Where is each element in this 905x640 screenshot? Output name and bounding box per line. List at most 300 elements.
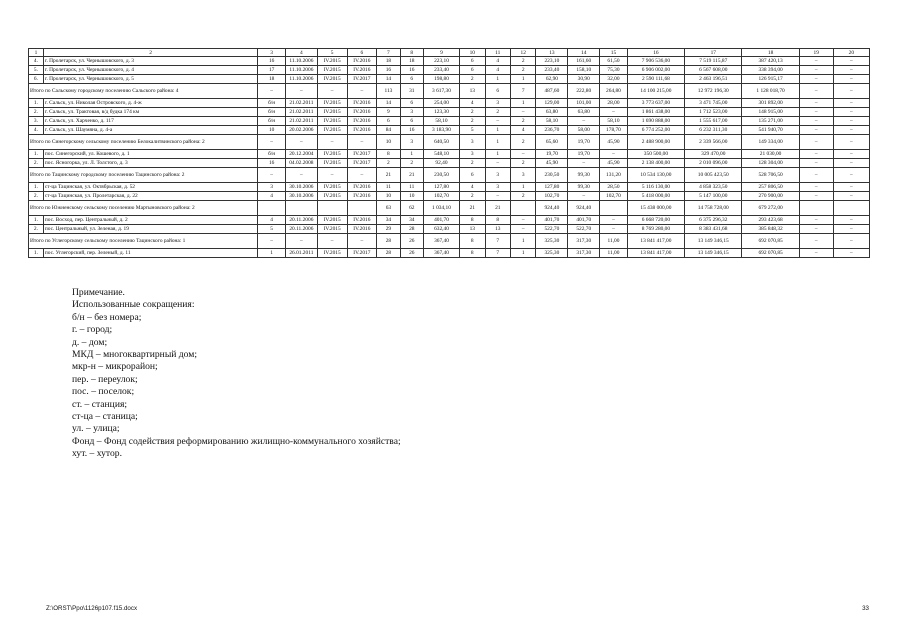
table-cell: 148 915,00: [742, 108, 799, 117]
table-cell: 2: [511, 66, 536, 75]
table-cell: 6: [460, 168, 485, 183]
table-cell: 198,80: [423, 75, 459, 84]
table-cell: –: [799, 117, 833, 126]
table-cell: 2: [511, 159, 536, 168]
table-cell: 20.11.2006: [285, 225, 317, 234]
table-cell: 13 149 346,15: [685, 234, 742, 249]
table-cell: –: [799, 84, 833, 99]
table-cell: 58,10: [600, 117, 628, 126]
table-cell: 1 555 617,00: [685, 117, 742, 126]
column-number-header: 9: [423, 49, 459, 57]
table-cell: 6: [460, 57, 485, 66]
table-cell: 270 900,00: [742, 192, 799, 201]
table-cell: б/н: [258, 108, 286, 117]
table-cell: 223,10: [536, 57, 568, 66]
table-cell: 338 394,00: [742, 66, 799, 75]
table-cell: 401,70: [568, 216, 600, 225]
table-cell: –: [317, 135, 347, 150]
table-cell: 5: [460, 126, 485, 135]
table-cell: 6: [400, 117, 423, 126]
table-cell: –: [799, 57, 833, 66]
column-number-header: 16: [627, 49, 684, 57]
table-cell: 1: [400, 150, 423, 159]
table-cell: –: [600, 150, 628, 159]
table-cell: 4: [485, 57, 510, 66]
table-cell: 62,90: [536, 75, 568, 84]
table-cell: 7: [485, 249, 510, 258]
table-cell: 293 423,68: [742, 216, 799, 225]
table-cell: –: [568, 159, 600, 168]
table-cell: 158,10: [568, 66, 600, 75]
table-cell: 30,90: [568, 75, 600, 84]
table-cell: 223,10: [423, 57, 459, 66]
table-cell: –: [347, 168, 377, 183]
table-cell: 20.11.2006: [285, 216, 317, 225]
table-cell: Итого по Южненскому сельскому поселению Мартыновского района: 2: [29, 201, 258, 216]
table-cell: 11.10.2006: [285, 66, 317, 75]
table-cell: 63,80: [568, 108, 600, 117]
table-cell: [600, 201, 628, 216]
table-cell: пос. Восход, пер. Центральный, д. 2: [43, 216, 257, 225]
table-cell: 3: [400, 135, 423, 150]
table-cell: 7: [485, 234, 510, 249]
table-cell: –: [799, 99, 833, 108]
table-cell: 1: [511, 249, 536, 258]
table-cell: 3: [460, 135, 485, 150]
table-cell: 3: [485, 168, 510, 183]
table-cell: –: [799, 159, 833, 168]
table-cell: 102,70: [423, 192, 459, 201]
table-cell: 679 272,00: [742, 201, 799, 216]
table-cell: 13 841 417,00: [627, 249, 684, 258]
table-cell: 1: [511, 99, 536, 108]
table-cell: 325,30: [536, 234, 568, 249]
table-cell: 14 100 215,00: [627, 84, 684, 99]
footer-file-path: Z:\ORST\Ppo\1126p107.f15.docx: [46, 605, 138, 612]
table-cell: –: [833, 225, 869, 234]
table-cell: 230,50: [423, 168, 459, 183]
table-cell: 102,70: [600, 192, 628, 201]
table-cell: 26: [400, 234, 423, 249]
table-cell: 34: [377, 216, 400, 225]
table-cell: 1: [485, 135, 510, 150]
table-cell: 1: [485, 75, 510, 84]
table-cell: –: [799, 108, 833, 117]
table-cell: 2: [460, 192, 485, 201]
table-cell: 2: [377, 159, 400, 168]
table-cell: 75,30: [600, 66, 628, 75]
table-cell: 2: [460, 159, 485, 168]
table-cell: 12 972 196,30: [685, 84, 742, 99]
subtotal-row: [29, 135, 870, 150]
table-cell: 385 848,32: [742, 225, 799, 234]
table-cell: 5: [258, 225, 286, 234]
table-cell: 113: [377, 84, 400, 99]
table-cell: 10: [400, 192, 423, 201]
data-table: [28, 48, 870, 258]
table-cell: IV.2015: [317, 249, 347, 258]
table-cell: 28: [377, 249, 400, 258]
table-cell: 18: [377, 57, 400, 66]
table-cell: –: [799, 126, 833, 135]
table-cell: 257 806,50: [742, 183, 799, 192]
table-cell: IV.2015: [317, 159, 347, 168]
table-cell: 10 005 423,50: [685, 168, 742, 183]
table-cell: 6.: [29, 75, 44, 84]
table-row: [29, 159, 870, 168]
table-cell: –: [799, 66, 833, 75]
table-cell: –: [833, 168, 869, 183]
note-line: пос. – поселок;: [72, 386, 135, 398]
table-cell: –: [347, 234, 377, 249]
table-cell: –: [833, 66, 869, 75]
table-cell: 387 420,13: [742, 57, 799, 66]
table-cell: 29: [377, 225, 400, 234]
table-cell: 8: [377, 150, 400, 159]
table-cell: 123,30: [423, 108, 459, 117]
table-cell: 2: [511, 57, 536, 66]
note-line: ул. – улица;: [72, 423, 120, 435]
table-cell: –: [347, 135, 377, 150]
table-cell: 2: [485, 108, 510, 117]
table-cell: 45,90: [600, 159, 628, 168]
table-cell: 13 841 417,00: [627, 234, 684, 249]
table-cell: 317,30: [568, 249, 600, 258]
table-cell: 6 232 311,30: [685, 126, 742, 135]
table-cell: 11: [377, 183, 400, 192]
table-cell: 254,00: [423, 99, 459, 108]
table-cell: 19,70: [536, 150, 568, 159]
table-row: [29, 183, 870, 192]
table-cell: 329 470,00: [685, 150, 742, 159]
table-cell: IV.2017: [347, 75, 377, 84]
table-cell: 32,00: [600, 75, 628, 84]
table-cell: –: [833, 159, 869, 168]
table-cell: 28: [400, 225, 423, 234]
column-number-header: 2: [43, 49, 257, 57]
table-cell: –: [317, 234, 347, 249]
table-cell: 2 488 900,00: [627, 135, 684, 150]
note-line: ст-ца – станица;: [72, 411, 138, 423]
table-cell: IV.2015: [317, 225, 347, 234]
table-cell: г. Пролетарск, ул. Чернышовского, д. 3: [43, 57, 257, 66]
table-cell: 16: [258, 57, 286, 66]
table-cell: 58,10: [423, 117, 459, 126]
table-cell: пос. Центральный, ул. Зеленая, д. 19: [43, 225, 257, 234]
subtotal-row: [29, 168, 870, 183]
table-cell: 21: [377, 168, 400, 183]
table-cell: 8: [460, 216, 485, 225]
table-cell: 15 438 000,00: [627, 201, 684, 216]
subtotal-row: [29, 234, 870, 249]
column-number-header: 4: [285, 49, 317, 57]
table-row: [29, 108, 870, 117]
table-cell: 1 034,10: [423, 201, 459, 216]
table-cell: г. Сальск, ул. Трактовая, в/д будка 174 км: [43, 108, 257, 117]
table-cell: ст-ца Тацинская, ул. Пролетарская, д. 22: [43, 192, 257, 201]
table-cell: –: [285, 135, 317, 150]
table-cell: 4: [511, 126, 536, 135]
table-cell: пос. Углегорский, пер. Зеленый, д. 11: [43, 249, 257, 258]
table-cell: 21 030,00: [742, 150, 799, 159]
table-header-row: [29, 49, 870, 57]
table-cell: IV.2015: [317, 108, 347, 117]
note-line: Использованные сокращения:: [72, 299, 195, 311]
table-cell: –: [568, 117, 600, 126]
table-cell: г. Пролетарск, ул. Чернышовского, д. 4: [43, 66, 257, 75]
table-cell: 5.: [29, 66, 44, 75]
table-cell: IV.2016: [347, 57, 377, 66]
table-cell: Итого по Тацинскому городскому поселению Тацинского района: 2: [29, 168, 258, 183]
table-cell: 317,30: [568, 234, 600, 249]
note-line: мкр-н – микрорайон;: [72, 361, 158, 373]
table-cell: 30.10.2006: [285, 192, 317, 201]
table-cell: –: [799, 216, 833, 225]
table-cell: пос. Синегорский, ул. Кошевого, д. 1: [43, 150, 257, 159]
table-cell: 128 304,00: [742, 159, 799, 168]
table-cell: 2 590 111,68: [627, 75, 684, 84]
table-row: [29, 225, 870, 234]
table-cell: –: [285, 168, 317, 183]
table-cell: 4: [485, 66, 510, 75]
table-cell: 3: [258, 183, 286, 192]
table-cell: 4: [460, 183, 485, 192]
table-cell: –: [833, 135, 869, 150]
table-cell: 692 070,85: [742, 234, 799, 249]
table-cell: г. Сальск, ул. Харченко, д. 117: [43, 117, 257, 126]
table-cell: 30.10.2006: [285, 183, 317, 192]
table-cell: IV.2017: [347, 150, 377, 159]
table-cell: –: [258, 168, 286, 183]
table-cell: 2.: [29, 225, 44, 234]
table-cell: 367,40: [423, 249, 459, 258]
table-cell: 28: [377, 234, 400, 249]
table-cell: –: [833, 75, 869, 84]
table-row: [29, 57, 870, 66]
column-number-header: 19: [799, 49, 833, 57]
table-cell: 5 147 100,00: [685, 192, 742, 201]
table-cell: 6: [400, 99, 423, 108]
table-cell: –: [485, 117, 510, 126]
table-cell: –: [833, 192, 869, 201]
table-cell: 230,50: [536, 168, 568, 183]
column-number-header: 11: [485, 49, 510, 57]
table-cell: 2.: [29, 108, 44, 117]
table-cell: 20.02.2006: [285, 126, 317, 135]
table-cell: –: [347, 84, 377, 99]
table-cell: 1 712 523,00: [685, 108, 742, 117]
note-line: МКД – многоквартирный дом;: [72, 349, 198, 361]
table-cell: 3: [485, 183, 510, 192]
table-cell: 541 940,70: [742, 126, 799, 135]
table-cell: 31: [400, 84, 423, 99]
table-cell: 6 774 252,00: [627, 126, 684, 135]
table-cell: 2: [460, 75, 485, 84]
table-cell: 26.01.2011: [285, 249, 317, 258]
table-cell: 16: [400, 66, 423, 75]
table-cell: 13 149 346,15: [685, 249, 742, 258]
table-cell: –: [285, 234, 317, 249]
table-cell: 26: [400, 249, 423, 258]
table-cell: 3.: [29, 117, 44, 126]
table-cell: –: [833, 216, 869, 225]
column-number-header: 6: [347, 49, 377, 57]
table-cell: IV.2016: [347, 66, 377, 75]
table-cell: 6 668 720,00: [627, 216, 684, 225]
subtotal-row: [29, 201, 870, 216]
table-cell: IV.2015: [317, 126, 347, 135]
table-cell: IV.2016: [347, 225, 377, 234]
table-cell: б/н: [258, 99, 286, 108]
table-cell: –: [799, 225, 833, 234]
table-cell: 233,40: [536, 66, 568, 75]
column-number-header: 17: [685, 49, 742, 57]
table-cell: 34: [400, 216, 423, 225]
table-cell: 11,00: [600, 234, 628, 249]
table-cell: 301 892,00: [742, 99, 799, 108]
note-line: пер. – переулок;: [72, 373, 138, 385]
table-cell: 28,00: [600, 99, 628, 108]
table-cell: –: [600, 216, 628, 225]
table-cell: IV.2015: [317, 57, 347, 66]
table-cell: 45,90: [600, 135, 628, 150]
table-cell: 3: [511, 168, 536, 183]
table-cell: 8: [485, 216, 510, 225]
table-cell: 3 617,30: [423, 84, 459, 99]
table-cell: 2 339 566,00: [685, 135, 742, 150]
table-cell: 1.: [29, 249, 44, 258]
table-cell: IV.2015: [317, 99, 347, 108]
table-cell: 21: [400, 168, 423, 183]
table-cell: –: [568, 192, 600, 201]
table-cell: IV.2016: [347, 108, 377, 117]
table-cell: 4: [258, 192, 286, 201]
table-cell: 3 183,90: [423, 126, 459, 135]
table-cell: 11: [400, 183, 423, 192]
column-number-header: 12: [511, 49, 536, 57]
table-cell: 401,70: [536, 216, 568, 225]
table-cell: 19,70: [568, 135, 600, 150]
table-row: [29, 192, 870, 201]
note-line: хут. – хутор.: [72, 448, 122, 460]
table-cell: 99,30: [568, 183, 600, 192]
table-cell: 101,00: [568, 99, 600, 108]
table-cell: 10: [377, 135, 400, 150]
table-cell: 3 773 637,00: [627, 99, 684, 108]
table-cell: 21.02.2011: [285, 99, 317, 108]
table-cell: 5 116 130,00: [627, 183, 684, 192]
table-cell: 1.: [29, 150, 44, 159]
table-cell: 1.: [29, 99, 44, 108]
table-cell: –: [317, 168, 347, 183]
table-cell: пос. Ясногорка, ул. Л. Толстого, д. 3: [43, 159, 257, 168]
table-cell: 102,70: [536, 192, 568, 201]
table-cell: –: [285, 84, 317, 99]
table-row: [29, 126, 870, 135]
table-cell: IV.2016: [347, 192, 377, 201]
table-cell: –: [799, 135, 833, 150]
table-cell: IV.2015: [317, 117, 347, 126]
table-cell: 924,40: [536, 201, 568, 216]
table-cell: 99,30: [568, 168, 600, 183]
table-cell: 13: [485, 225, 510, 234]
notes-section: [72, 287, 672, 461]
table-cell: 178,70: [600, 126, 628, 135]
column-number-header: 15: [600, 49, 628, 57]
table-cell: 6: [377, 117, 400, 126]
column-number-header: 1: [29, 49, 44, 57]
table-cell: –: [511, 150, 536, 159]
table-cell: 18: [400, 57, 423, 66]
table-cell: –: [511, 108, 536, 117]
table-cell: 233,40: [423, 66, 459, 75]
table-cell: –: [833, 150, 869, 159]
column-number-header: 5: [317, 49, 347, 57]
page-number: 33: [862, 605, 869, 612]
table-cell: 1: [511, 75, 536, 84]
table-cell: 21.02.2011: [285, 117, 317, 126]
table-cell: 1.: [29, 183, 44, 192]
table-cell: г. Сальск, ул. Николая Островского, д. 4-ж: [43, 99, 257, 108]
table-cell: 135 271,00: [742, 117, 799, 126]
table-cell: 17: [258, 66, 286, 75]
table-cell: 04.02.2008: [285, 159, 317, 168]
table-cell: 8 769 280,00: [627, 225, 684, 234]
table-cell: г. Сальск, ул. Шаумяна, д. 4-а: [43, 126, 257, 135]
table-cell: ст-ца Тацинская, ул. Октябрьская, д. 52: [43, 183, 257, 192]
table-cell: 1: [485, 150, 510, 159]
column-number-header: 3: [258, 49, 286, 57]
table-cell: 1: [511, 234, 536, 249]
table-row: [29, 117, 870, 126]
table-cell: IV.2015: [317, 183, 347, 192]
table-cell: 1: [511, 183, 536, 192]
table-cell: 528 706,50: [742, 168, 799, 183]
table-cell: [258, 201, 286, 216]
table-cell: IV.2016: [347, 126, 377, 135]
table-cell: 2 138 400,00: [627, 159, 684, 168]
table-cell: 2 463 196,51: [685, 75, 742, 84]
table-cell: 21.02.2011: [285, 108, 317, 117]
table-cell: –: [833, 99, 869, 108]
table-cell: 65,60: [536, 135, 568, 150]
table-row: [29, 66, 870, 75]
table-cell: –: [511, 216, 536, 225]
table-cell: 62: [400, 201, 423, 216]
column-number-header: 10: [460, 49, 485, 57]
note-line: б/н – без номера;: [72, 311, 142, 323]
table-cell: 13: [460, 84, 485, 99]
table-cell: 5 418 000,00: [627, 192, 684, 201]
table-cell: –: [317, 84, 347, 99]
table-cell: –: [833, 249, 869, 258]
table-cell: 20.12.2004: [285, 150, 317, 159]
table-cell: 632,40: [423, 225, 459, 234]
table-cell: 367,40: [423, 234, 459, 249]
table-cell: –: [799, 183, 833, 192]
table-cell: IV.2016: [347, 216, 377, 225]
table-cell: 7 906 536,00: [627, 57, 684, 66]
table-cell: 149 334,00: [742, 135, 799, 150]
table-cell: 6: [460, 66, 485, 75]
table-cell: –: [833, 183, 869, 192]
table-cell: IV.2015: [317, 216, 347, 225]
table-cell: –: [833, 234, 869, 249]
table-cell: 3: [460, 150, 485, 159]
note-line: д. – дом;: [72, 336, 108, 348]
table-cell: 487,60: [536, 84, 568, 99]
note-line: г. – город;: [72, 324, 113, 336]
